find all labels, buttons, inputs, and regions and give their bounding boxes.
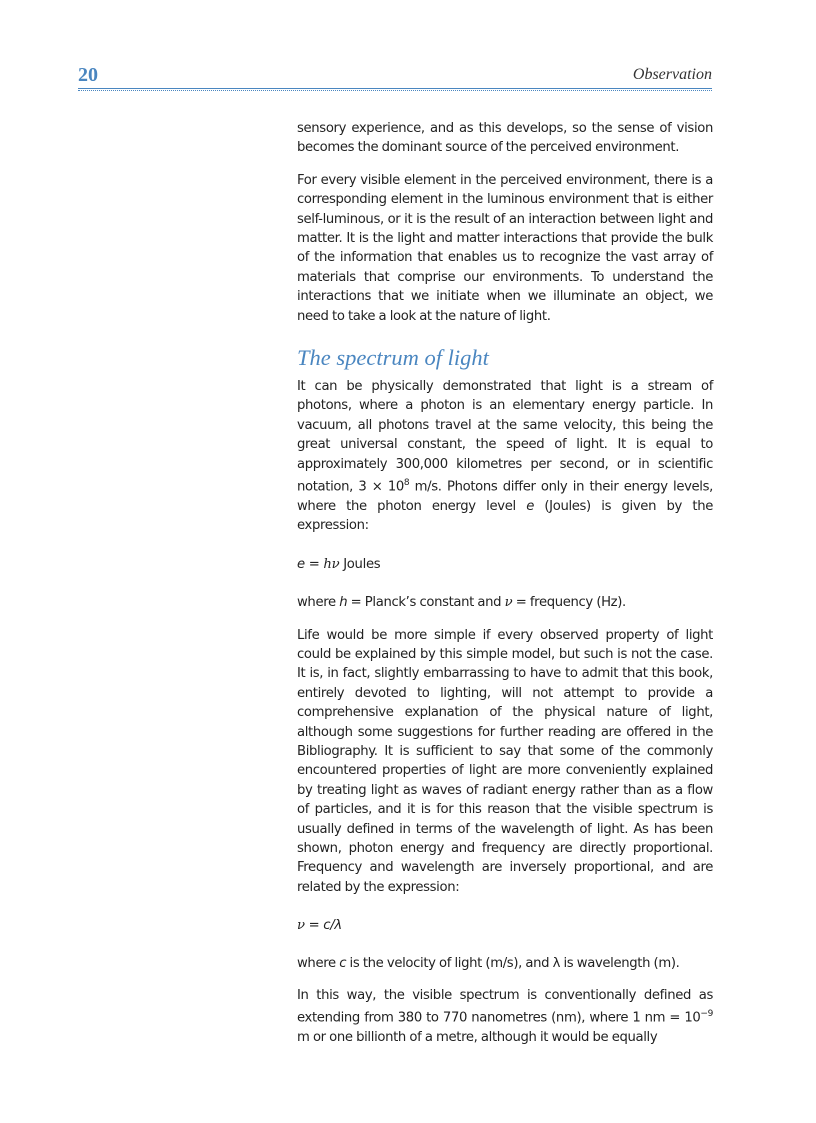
equation-frequency: [297, 916, 713, 935]
paragraph-3-text-b: m/s. Photons differ only in their energy levels, where the photon energy level: [297, 479, 713, 514]
variable-e: e: [526, 498, 534, 514]
paragraph-5: [297, 986, 713, 1048]
eq1-rhs: hν: [323, 556, 340, 572]
exponent-8: 8: [403, 478, 410, 489]
paragraph-5-text-b: m or one billionth of a metre, although it would be equally: [297, 1030, 658, 1046]
eq2-lhs: ν: [297, 918, 305, 934]
eq1-lhs: e: [297, 556, 305, 572]
eq1-equals: =: [304, 556, 324, 572]
paragraph-4: Life would be more simple if every observed property of light could be explained by this simple model, but such is not the case. It is, in fact, slightly embarrassing to have to admit that this book, entirely devoted to lighting, will not attempt to provide a comprehensive explanation of the physical nature of light, although some suggestions for further reading are offered in the Bibliography. It is sufficient to say that some of the commonly encountered properties of light are more conveniently explained by treating light as waves of radiant energy rather than as a flow of particles, and it is for this reason that the visible spectrum is usually defined in terms of the wavelength of light. As has been shown, photon energy and frequency are directly proportional. Frequency and wavelength are inversely proportional, and are related by the expression:: [297, 627, 713, 895]
where-planck: [297, 593, 713, 612]
exponent-neg9: −9: [700, 1009, 713, 1020]
header-rule: [78, 88, 712, 91]
eq1-unit: Joules: [339, 556, 381, 572]
where1-a: where: [297, 595, 340, 611]
section-heading: The spectrum of light: [297, 345, 489, 371]
paragraph-1: sensory experience, and as this develops, so the sense of vision becomes the dominant source of the perceived environment.: [297, 121, 713, 156]
paragraph-2: For every visible element in the perceived environment, there is a corresponding element in the luminous environment that is either self-luminous, or it is the result of an interaction between light and matter. It is the light and matter interactions that provide the bulk of the information that enables us to recognize the vast array of materials that comprise our environments. To understand the interactions that we initiate when we illuminate an object, we need to take a look at the nature of light.: [297, 172, 713, 324]
where2-b: is the velocity of light (m/s), and λ is wavelength (m).: [346, 955, 680, 971]
where2-a: where: [297, 955, 340, 971]
where-velocity: [297, 954, 713, 973]
where1-h: h: [339, 595, 348, 611]
eq2-rhs: c/λ: [323, 918, 342, 934]
body-column: [297, 119, 713, 1061]
where1-c: = frequency (Hz).: [512, 595, 626, 611]
eq2-equals: =: [304, 918, 324, 934]
paragraph-5-text-a: In this way, the visible spectrum is conventionally defined as extending from 380 to 770 nanometres (nm), where 1 nm = 10: [297, 988, 713, 1026]
paragraph-3-text-c: (Joules) is given by the expression:: [297, 498, 713, 534]
where2-c: c: [339, 955, 347, 971]
where1-nu: ν: [504, 595, 513, 611]
page-number: 20: [78, 64, 98, 86]
equation-energy: [297, 555, 713, 574]
paragraph-3-text-a: It can be physically demonstrated that light is a stream of photons, where a photon is an elementary energy particle. In vacuum, all photons travel at the same velocity, this being the great universal constant, the speed of light. It is equal to approximately 300,000 kilometres per second, or in scientific notation, 3 × 10: [297, 379, 713, 495]
where1-b: = Planck’s constant and: [347, 595, 505, 611]
paragraph-3: [297, 377, 713, 536]
running-head: Observation: [632, 66, 712, 83]
